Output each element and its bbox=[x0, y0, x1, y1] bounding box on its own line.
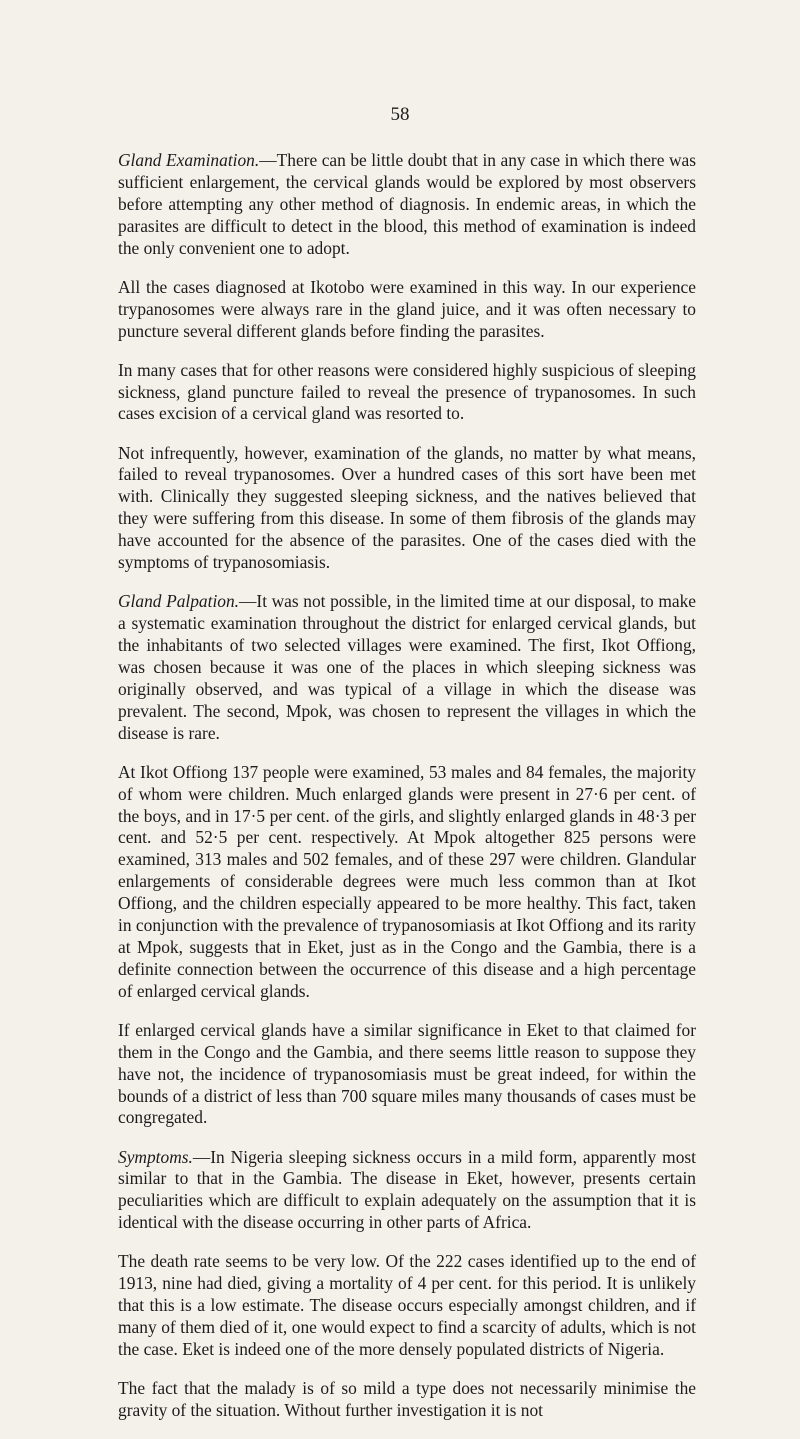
paragraph-text: —It was not possible, in the limited time at our disposal, to make a systematic examination throughout the district for enlarged cervical glands, but the inhabitants of two selected villages were examined. The first, Ikot Offiong, was chosen because it was one of the places in which sleeping sickness was originally observed, and was typical of a village in which the disease was prevalent. The second, Mpok, was chosen to represent the villages in which the disease is rare. bbox=[118, 591, 696, 743]
section-heading: Gland Palpation. bbox=[118, 591, 240, 612]
paragraph-text: —In Nigeria sleeping sickness occurs in a mild form, apparently most similar to that in the Gambia. The disease in Eket, however, presents certain peculiarities which are difficult to explain adequately on the assumption that it is identical with the disease occurring in other parts of Africa. bbox=[118, 1146, 696, 1233]
paragraph bbox=[118, 360, 696, 426]
section-heading: Symptoms. bbox=[118, 1146, 193, 1167]
paragraph bbox=[118, 150, 696, 260]
page-number: 58 bbox=[390, 104, 410, 125]
paragraph-text: At Ikot Offiong 137 people were examined, 53 males and 84 females, the majority of whom were children. Much enlarged glands were present in 27·6 per cent. of the boys, and in 17·5 per cent. of the girls, and slightly enlarged glands in 48·3 per cent. and 52·5 per cent. respectively. At Mpok altogether 825 persons were examined, 313 males and 502 females, and of these 297 were children. Glandular enlargements of considerable degrees were much less common than at Ikot Offiong, and the children especially appeared to be more healthy. This fact, taken in conjunction with the prevalence of trypanosomiasis at Ikot Offiong and its rarity at Mpok, suggests that in Eket, just as in the Congo and the Gambia, there is a definite connection between the occurrence of this disease and a high percentage of enlarged cervical glands. bbox=[118, 761, 696, 1001]
paragraph bbox=[118, 1251, 696, 1361]
paragraph bbox=[118, 443, 696, 574]
paragraph bbox=[118, 1378, 696, 1422]
paragraph bbox=[118, 277, 696, 343]
paragraph-text: The fact that the malady is of so mild a type does not necessarily minimise the gravity of the situation. Without further investigation it is not bbox=[118, 1378, 696, 1420]
paragraph-text: In many cases that for other reasons were considered highly suspicious of sleeping sickness, gland puncture failed to reveal the presence of trypanosomes. In such cases excision of a cervical gland was resorted to. bbox=[118, 359, 696, 424]
paragraph bbox=[118, 1147, 696, 1235]
paragraph-text: Not infrequently, however, examination of the glands, no matter by what means, failed to reveal trypanosomes. Over a hundred cases of this sort have been met with. Clinically they suggested sleeping sickness, and the natives believed that they were suffering from this disease. In some of them fibrosis of the glands may have accounted for the absence of the parasites. One of the cases died with the symptoms of trypanosomiasis. bbox=[118, 442, 696, 573]
section-heading: Gland Examination. bbox=[118, 150, 260, 170]
paragraph-text: All the cases diagnosed at Ikotobo were examined in this way. In our experience trypanosomes were always rare in the gland juice, and it was often necessary to puncture several different glands before finding the parasites. bbox=[118, 276, 696, 341]
paragraph-text: If enlarged cervical glands have a similar significance in Eket to that claimed for them in the Congo and the Gambia, and there seems little reason to suppose they have not, the incidence of trypanosomiasis must be great indeed, for within the bounds of a district of less than 700 square miles many thousands of cases must be congregated. bbox=[118, 1019, 696, 1128]
paragraph bbox=[118, 762, 696, 1003]
paragraph-text: The death rate seems to be very low. Of the 222 cases identified up to the end of 1913, nine had died, giving a mortality of 4 per cent. for this period. It is unlikely that this is a low estimate. The disease occurs especially amongst children, and if many of them died of it, one would expect to find a scarcity of adults, which is not the case. Eket is indeed one of the more densely populated districts of Nigeria. bbox=[118, 1251, 696, 1359]
paragraph bbox=[118, 591, 696, 744]
paragraph bbox=[118, 1020, 696, 1130]
body-text bbox=[118, 150, 696, 1439]
paragraph-text: —There can be little doubt that in any case in which there was sufficient enlargement, the cervical glands would be explored by most observers before attempting any other method of diagnosis. In endemic areas, in which the parasites are difficult to detect in the blood, this method of examination is indeed the only convenient one to adopt. bbox=[118, 150, 696, 258]
